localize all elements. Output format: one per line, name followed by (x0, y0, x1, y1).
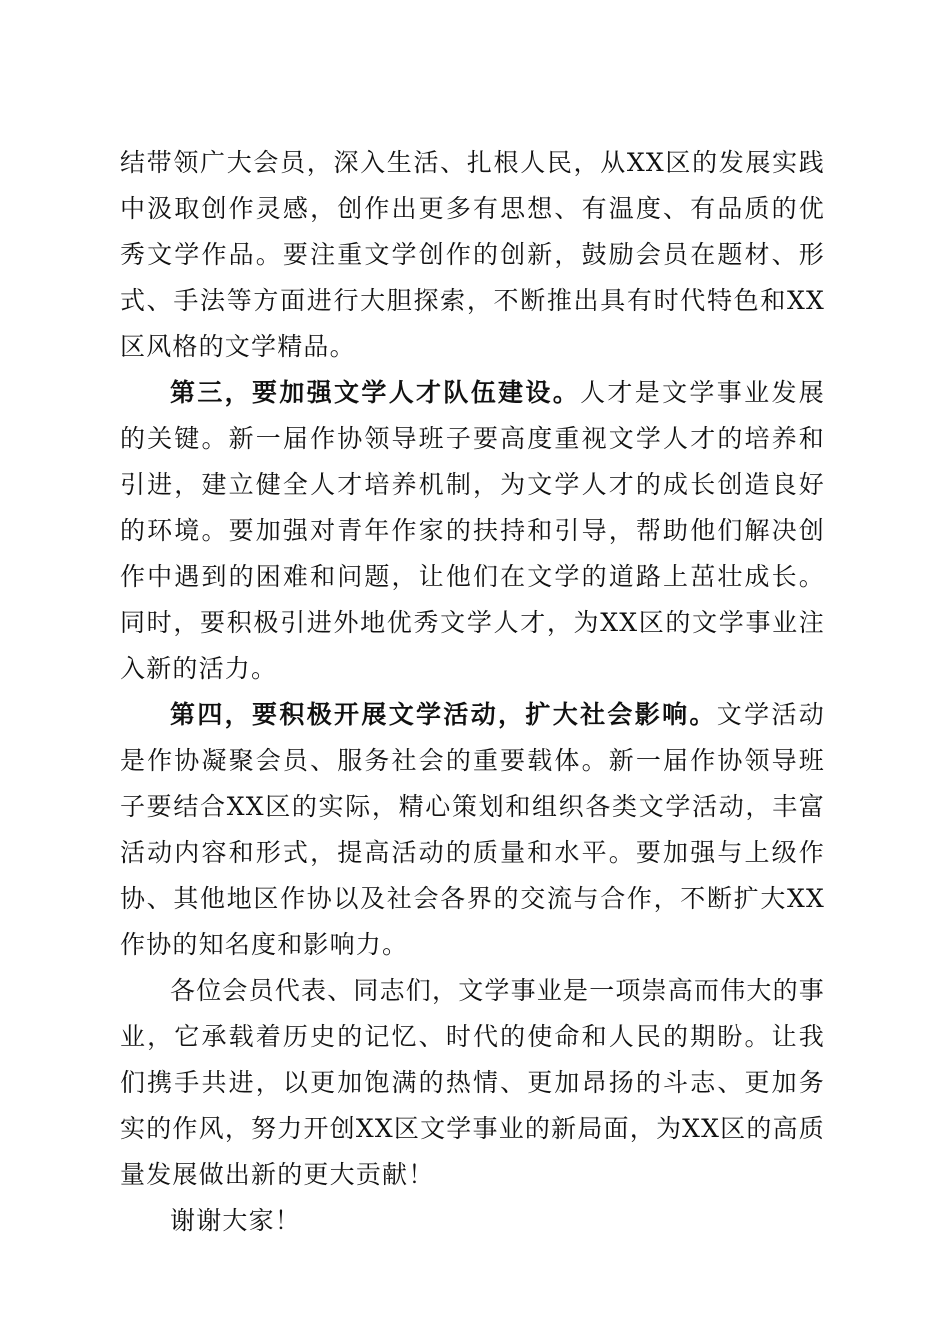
document-body (120, 140, 825, 1244)
paragraph-text: 人才是文学事业发展的关键。新一届作协领导班子要高度重视文学人才的培养和引进，建立健全人才培养机制，为文学人才的成长创造良好的环境。要加强对青年作家的扶持和引导，帮助他们解决创作中遇到的困难和问题，让他们在文学的道路上茁壮成长。同时，要积极引进外地优秀文学人才，为XX区的文学事业注入新的活力。 (120, 378, 825, 683)
paragraph-point-three (120, 370, 825, 692)
paragraph-closing-remarks (120, 968, 825, 1198)
paragraph-text: 谢谢大家！ (170, 1206, 302, 1235)
paragraph-text: 文学活动是作协凝聚会员、服务社会的重要载体。新一届作协领导班子要结合XX区的实际，精心策划和组织各类文学活动，丰富活动内容和形式，提高活动的质量和水平。要加强与上级作协、其他地区作协以及社会各界的交流与合作，不断扩大XX作协的知名度和影响力。 (120, 700, 825, 959)
paragraph-continuation (120, 140, 825, 370)
paragraph-text: 结带领广大会员，深入生活、扎根人民，从XX区的发展实践中汲取创作灵感，创作出更多有思想、有温度、有品质的优秀文学作品。要注重文学创作的创新，鼓励会员在题材、形式、手法等方面进行大胆探索，不断推出具有时代特色和XX区风格的文学精品。 (120, 148, 825, 361)
paragraph-point-four (120, 692, 825, 968)
paragraph-text: 各位会员代表、同志们，文学事业是一项崇高而伟大的事业，它承载着历史的记忆、时代的使命和人民的期盼。让我们携手共进，以更加饱满的热情、更加昂扬的斗志、更加务实的作风，努力开创XX区文学事业的新局面，为XX区的高质量发展做出新的更大贡献！ (120, 976, 826, 1189)
paragraph-lead-heading: 第三，要加强文学人才队伍建设。 (170, 378, 581, 407)
paragraph-thanks (120, 1198, 825, 1244)
paragraph-lead-heading: 第四，要积极开展文学活动，扩大社会影响。 (170, 700, 717, 729)
